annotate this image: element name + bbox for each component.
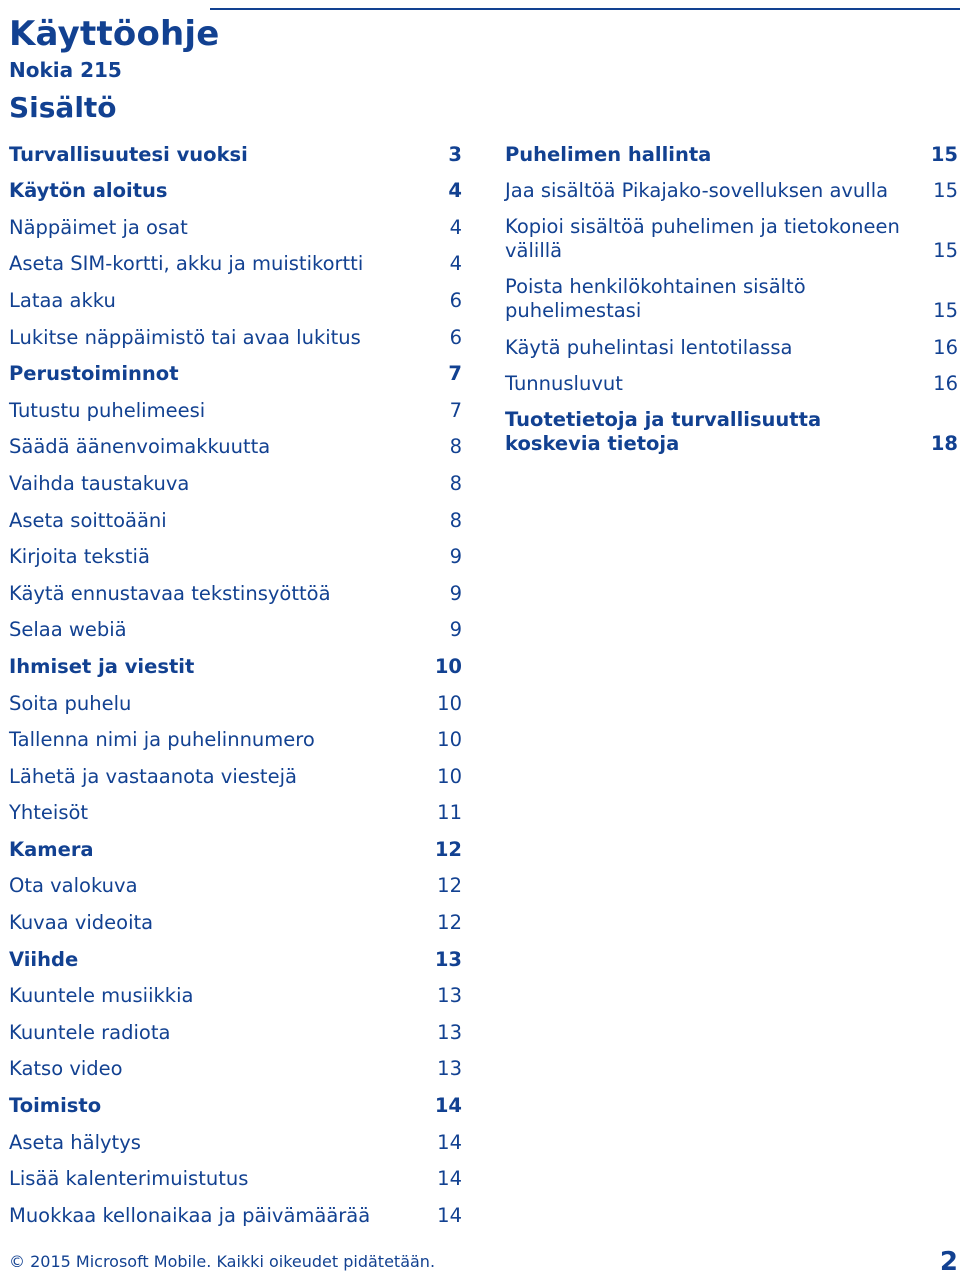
toc-entry-title: Kuuntele radiota <box>9 1020 171 1044</box>
toc-entry-page: 12 <box>437 911 462 935</box>
toc-entry-title: Aseta SIM-kortti, akku ja muistikortti <box>9 252 364 276</box>
footer-copyright: © 2015 Microsoft Mobile. Kaikki oikeudet pidätetään. <box>9 1252 436 1271</box>
toc-entry-title: Lukitse näppäimistö tai avaa lukitus <box>9 325 361 349</box>
toc-entry[interactable] <box>505 130 958 167</box>
toc-entry-page: 15 <box>933 179 958 203</box>
toc-entry-title: Toimisto <box>9 1094 102 1118</box>
toc-entry-page: 7 <box>449 398 462 422</box>
toc-entry-page: 11 <box>437 801 462 825</box>
toc-entry[interactable] <box>505 167 958 204</box>
toc-entry-title: Näppäimet ja osat <box>9 215 188 239</box>
toc-entry-page: 3 <box>448 142 462 166</box>
toc-entry-page: 16 <box>933 335 958 359</box>
toc-entry[interactable] <box>9 569 462 606</box>
toc-entry[interactable] <box>9 1008 462 1045</box>
toc-entry-title: Yhteisöt <box>9 801 89 825</box>
toc-entry-title: Selaa webiä <box>9 618 127 642</box>
toc-entry-page: 14 <box>437 1167 462 1191</box>
toc-entry-page: 10 <box>437 728 462 752</box>
toc-entry[interactable] <box>9 1155 462 1192</box>
toc-entry-title: Kopioi sisältöä puhelimen ja tietokoneen välillä <box>505 215 900 263</box>
toc-entry[interactable] <box>9 203 462 240</box>
toc-entry-page: 6 <box>449 325 462 349</box>
toc-entry-title: Käytön aloitus <box>9 179 168 203</box>
toc-entry[interactable] <box>9 716 462 753</box>
toc-entry-title: Tallenna nimi ja puhelinnumero <box>9 728 315 752</box>
toc-entry-title: Muokkaa kellonaikaa ja päivämäärää <box>9 1203 371 1227</box>
toc-entry[interactable] <box>9 496 462 533</box>
toc-entry-title: Turvallisuutesi vuoksi <box>9 142 248 166</box>
toc-entry[interactable] <box>9 386 462 423</box>
toc-entry-title: Lähetä ja vastaanota viestejä <box>9 764 297 788</box>
toc-entry[interactable] <box>9 167 462 204</box>
toc-entry-title: Jaa sisältöä Pikajako-sovelluksen avulla <box>505 179 889 203</box>
toc-entry-title: Kirjoita tekstiä <box>9 545 150 569</box>
toc-entry-page: 16 <box>933 372 958 396</box>
toc-entry[interactable] <box>9 313 462 350</box>
toc-entry-title: Aseta hälytys <box>9 1130 141 1154</box>
toc-entry-page: 12 <box>437 874 462 898</box>
toc-entry-title: Aseta soittoääni <box>9 508 167 532</box>
header-rule <box>210 8 960 10</box>
toc-entry[interactable] <box>9 533 462 570</box>
toc-entry[interactable] <box>505 396 958 456</box>
toc-entry-page: 10 <box>437 691 462 715</box>
toc-entry-page: 6 <box>449 288 462 312</box>
toc-right-column <box>505 130 958 456</box>
document-subtitle: Nokia 215 <box>9 58 122 82</box>
toc-entry-page: 14 <box>437 1130 462 1154</box>
toc-entry[interactable] <box>9 862 462 899</box>
toc-entry-page: 18 <box>930 432 958 456</box>
toc-entry-title: Lisää kalenterimuistutus <box>9 1167 249 1191</box>
toc-entry-title: Poista henkilökohtainen sisältö puhelimestasi <box>505 275 806 323</box>
toc-entry[interactable] <box>505 323 958 360</box>
toc-entry[interactable] <box>9 752 462 789</box>
toc-entry-page: 12 <box>434 837 462 861</box>
toc-entry-title: Kuvaa videoita <box>9 911 154 935</box>
toc-entry[interactable] <box>9 1118 462 1155</box>
toc-entry[interactable] <box>9 898 462 935</box>
toc-entry[interactable] <box>9 423 462 460</box>
toc-entry[interactable] <box>9 130 462 167</box>
toc-entry-page: 9 <box>449 618 462 642</box>
toc-left-column <box>9 130 462 1228</box>
toc-entry-title: Lataa akku <box>9 288 116 312</box>
toc-entry-page: 13 <box>434 947 462 971</box>
toc-entry[interactable] <box>9 459 462 496</box>
toc-entry-page: 15 <box>930 142 958 166</box>
toc-entry-title: Perustoiminnot <box>9 362 179 386</box>
toc-entry-title: Vaihda taustakuva <box>9 471 190 495</box>
toc-entry-page: 9 <box>449 545 462 569</box>
toc-entry-page: 13 <box>437 1057 462 1081</box>
toc-entry-title: Käytä ennustavaa tekstinsyöttöä <box>9 581 331 605</box>
toc-entry[interactable] <box>505 360 958 397</box>
toc-entry-title: Tunnusluvut <box>505 372 623 396</box>
toc-entry-page: 9 <box>449 581 462 605</box>
toc-entry-page: 15 <box>933 299 958 323</box>
toc-entry[interactable] <box>9 679 462 716</box>
toc-entry[interactable] <box>9 1191 462 1228</box>
toc-entry-title: Kuuntele musiikkia <box>9 984 194 1008</box>
document-title: Käyttöohje <box>9 14 220 54</box>
toc-entry[interactable] <box>9 1045 462 1082</box>
toc-entry-title: Säädä äänenvoimakkuutta <box>9 435 271 459</box>
toc-entry-page: 10 <box>434 654 462 678</box>
toc-entry-title: Ota valokuva <box>9 874 138 898</box>
toc-entry-page: 8 <box>449 508 462 532</box>
toc-entry-title: Ihmiset ja viestit <box>9 654 195 678</box>
toc-entry-page: 8 <box>449 435 462 459</box>
toc-entry[interactable] <box>505 263 958 323</box>
toc-entry[interactable] <box>9 1081 462 1118</box>
toc-entry-title: Kamera <box>9 837 94 861</box>
toc-entry[interactable] <box>9 606 462 643</box>
toc-entry[interactable] <box>9 350 462 387</box>
toc-entry-title: Tuotetietoja ja turvallisuutta koskevia tietoja <box>505 408 822 456</box>
footer-page-number: 2 <box>939 1247 958 1277</box>
toc-entry[interactable] <box>9 972 462 1009</box>
toc-entry[interactable] <box>9 825 462 862</box>
toc-entry-page: 14 <box>434 1094 462 1118</box>
toc-entry-page: 14 <box>437 1203 462 1227</box>
toc-entry-title: Käytä puhelintasi lentotilassa <box>505 335 793 359</box>
toc-entry[interactable] <box>505 203 958 263</box>
toc-entry-title: Tutustu puhelimeesi <box>9 398 206 422</box>
toc-entry[interactable] <box>9 789 462 826</box>
toc-entry[interactable] <box>9 935 462 972</box>
toc-entry-page: 8 <box>449 471 462 495</box>
toc-entry[interactable] <box>9 276 462 313</box>
toc-entry-title: Soita puhelu <box>9 691 132 715</box>
toc-entry-page: 7 <box>448 362 462 386</box>
toc-entry-title: Katso video <box>9 1057 123 1081</box>
toc-heading: Sisältö <box>9 91 117 124</box>
toc-entry-page: 10 <box>437 764 462 788</box>
toc-entry-page: 4 <box>448 179 462 203</box>
toc-entry-page: 4 <box>449 252 462 276</box>
toc-entry-page: 15 <box>933 239 958 263</box>
toc-entry-title: Puhelimen hallinta <box>505 142 712 166</box>
toc-entry-page: 4 <box>449 215 462 239</box>
toc-entry-page: 13 <box>437 984 462 1008</box>
toc-entry[interactable] <box>9 240 462 277</box>
toc-entry-page: 13 <box>437 1020 462 1044</box>
toc-entry-title: Viihde <box>9 947 79 971</box>
toc-entry[interactable] <box>9 642 462 679</box>
